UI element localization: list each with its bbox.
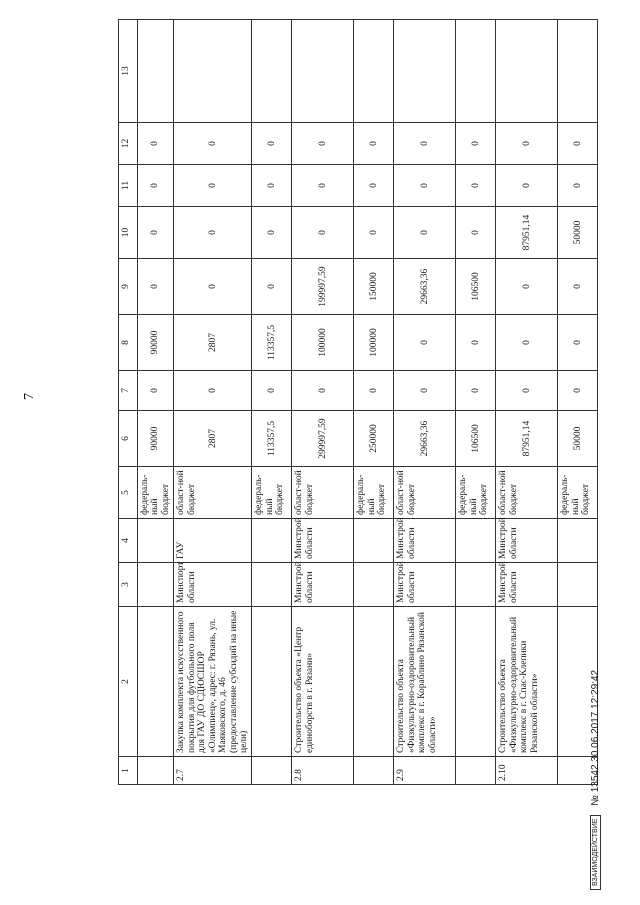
table-cell-col-10: 0 <box>174 207 252 259</box>
table-cell-col-8: 100000 <box>292 315 354 371</box>
table-cell-col-3 <box>456 563 496 607</box>
table-cell-col-1: 2.8 <box>292 757 354 785</box>
table-cell-col-5: област-ной бюджет <box>394 467 456 519</box>
table-cell-col-6: 90000 <box>138 411 174 467</box>
table-cell-col-11: 0 <box>292 165 354 207</box>
table-cell-col-12: 0 <box>394 123 456 165</box>
table-cell-col-1: 2.7 <box>174 757 252 785</box>
table-cell-col-8: 90000 <box>138 315 174 371</box>
table-row <box>252 20 292 785</box>
table-cell-col-11: 0 <box>394 165 456 207</box>
column-header-13: 13 <box>119 20 138 123</box>
table-cell-col-2: Строительство объекта «Физкультурно-оздоровительный комплекс в г. Спас-Клепики Рязанской области» <box>496 607 558 757</box>
table-cell-col-9: 0 <box>252 259 292 315</box>
table-cell-col-8: 0 <box>558 315 598 371</box>
table-cell-col-2 <box>252 607 292 757</box>
table-cell-col-13 <box>138 20 174 123</box>
table-row <box>496 20 558 785</box>
table-cell-col-4 <box>558 519 598 563</box>
table-cell-col-11: 0 <box>174 165 252 207</box>
table-cell-col-10: 0 <box>354 207 394 259</box>
rotated-table-container <box>118 20 592 785</box>
table-cell-col-11: 0 <box>354 165 394 207</box>
table-cell-col-2: Закупка комплекта искусственного покрытия для футбольного поля для ГАУ ДО СДЮСШОР «Олимпиец», адрес: г. Рязань, ул. Маяковского, д. 46 (предоставление субсидий на иные цели) <box>174 607 252 757</box>
table-cell-col-5: федераль-ный бюджет <box>558 467 598 519</box>
table-cell-col-10: 0 <box>138 207 174 259</box>
table-cell-col-13 <box>252 20 292 123</box>
column-header-6: 6 <box>119 411 138 467</box>
footer <box>590 670 601 890</box>
table-cell-col-1 <box>138 757 174 785</box>
table-cell-col-8: 113357,5 <box>252 315 292 371</box>
table-cell-col-6: 87951,14 <box>496 411 558 467</box>
table-row <box>354 20 394 785</box>
table-body <box>138 20 598 785</box>
table-cell-col-9: 0 <box>138 259 174 315</box>
table-cell-col-7: 0 <box>174 371 252 411</box>
table-row <box>456 20 496 785</box>
table-cell-col-9: 150000 <box>354 259 394 315</box>
table-cell-col-6: 113357,5 <box>252 411 292 467</box>
table-cell-col-5: федераль-ный бюджет <box>252 467 292 519</box>
page-number: 7 <box>22 393 37 400</box>
table-cell-col-3 <box>252 563 292 607</box>
column-header-7: 7 <box>119 371 138 411</box>
table-cell-col-7: 0 <box>354 371 394 411</box>
table-cell-col-1 <box>456 757 496 785</box>
table-cell-col-13 <box>174 20 252 123</box>
table-cell-col-8: 2807 <box>174 315 252 371</box>
table-cell-col-6: 299997,59 <box>292 411 354 467</box>
table-cell-col-8: 100000 <box>354 315 394 371</box>
column-header-3: 3 <box>119 563 138 607</box>
table-cell-col-4 <box>354 519 394 563</box>
table-cell-col-5: област-ной бюджет <box>292 467 354 519</box>
table-cell-col-5: федераль-ный бюджет <box>138 467 174 519</box>
table-cell-col-4: Минстрой области <box>394 519 456 563</box>
table-cell-col-13 <box>558 20 598 123</box>
table-cell-col-7: 0 <box>252 371 292 411</box>
table-row <box>138 20 174 785</box>
table-cell-col-8: 0 <box>496 315 558 371</box>
table-cell-col-11: 0 <box>138 165 174 207</box>
table-cell-col-13 <box>354 20 394 123</box>
table-cell-col-3 <box>138 563 174 607</box>
table-cell-col-12: 0 <box>252 123 292 165</box>
table-cell-col-4 <box>138 519 174 563</box>
table-cell-col-9: 199997,59 <box>292 259 354 315</box>
table-cell-col-3: Минстрой области <box>394 563 456 607</box>
table-cell-col-6: 106500 <box>456 411 496 467</box>
table-cell-col-1 <box>252 757 292 785</box>
column-header-2: 2 <box>119 607 138 757</box>
table-cell-col-12: 0 <box>354 123 394 165</box>
table-cell-col-7: 0 <box>456 371 496 411</box>
table-cell-col-3 <box>354 563 394 607</box>
table-cell-col-13 <box>496 20 558 123</box>
document-info: № 13542 30.06.2017 12:29:42 <box>590 669 602 806</box>
table-cell-col-1: 2.9 <box>394 757 456 785</box>
table-cell-col-9: 0 <box>558 259 598 315</box>
table-cell-col-4: Минстрой области <box>496 519 558 563</box>
table-cell-col-3: Минспорт области <box>174 563 252 607</box>
table-cell-col-7: 0 <box>292 371 354 411</box>
table-cell-col-10: 0 <box>292 207 354 259</box>
table-cell-col-6: 29663,36 <box>394 411 456 467</box>
table-cell-col-7: 0 <box>138 371 174 411</box>
table-cell-col-4 <box>456 519 496 563</box>
table-cell-col-6: 250000 <box>354 411 394 467</box>
table-cell-col-2 <box>354 607 394 757</box>
table-cell-col-5: федераль-ный бюджет <box>354 467 394 519</box>
table-cell-col-11: 0 <box>252 165 292 207</box>
table-cell-col-7: 0 <box>496 371 558 411</box>
table-cell-col-5: федераль-ный бюджет <box>456 467 496 519</box>
table-cell-col-10: 0 <box>252 207 292 259</box>
table-cell-col-6: 2807 <box>174 411 252 467</box>
table-cell-col-1: 2.10 <box>496 757 558 785</box>
column-header-12: 12 <box>119 123 138 165</box>
table-cell-col-12: 0 <box>496 123 558 165</box>
table-cell-col-9: 106500 <box>456 259 496 315</box>
header-row <box>119 20 138 785</box>
table-cell-col-2 <box>456 607 496 757</box>
table-cell-col-1 <box>354 757 394 785</box>
table-row <box>174 20 252 785</box>
table-cell-col-11: 0 <box>558 165 598 207</box>
table-cell-col-7: 0 <box>394 371 456 411</box>
table-row <box>394 20 456 785</box>
table-cell-col-9: 0 <box>496 259 558 315</box>
table-cell-col-12: 0 <box>558 123 598 165</box>
table-cell-col-3: Минстрой области <box>496 563 558 607</box>
table-cell-col-6: 50000 <box>558 411 598 467</box>
table-cell-col-8: 0 <box>456 315 496 371</box>
table-cell-col-9: 29663,36 <box>394 259 456 315</box>
table-cell-col-12: 0 <box>138 123 174 165</box>
table-cell-col-7: 0 <box>558 371 598 411</box>
table-cell-col-4: Минстрой области <box>292 519 354 563</box>
table-cell-col-10: 87951,14 <box>496 207 558 259</box>
table-cell-col-5: област-ной бюджет <box>496 467 558 519</box>
column-header-4: 4 <box>119 519 138 563</box>
table-cell-col-11: 0 <box>456 165 496 207</box>
budget-table <box>118 19 598 785</box>
table-cell-col-10: 50000 <box>558 207 598 259</box>
table-cell-col-10: 0 <box>456 207 496 259</box>
column-header-9: 9 <box>119 259 138 315</box>
table-cell-col-5: област-ной бюджет <box>174 467 252 519</box>
table-cell-col-11: 0 <box>496 165 558 207</box>
table-cell-col-13 <box>292 20 354 123</box>
column-header-11: 11 <box>119 165 138 207</box>
table-cell-col-2: Строительство объекта «Физкультурно-оздоровительный комплекс в г. Кораблино Рязанской области» <box>394 607 456 757</box>
table-cell-col-9: 0 <box>174 259 252 315</box>
column-header-10: 10 <box>119 207 138 259</box>
table-cell-col-2 <box>138 607 174 757</box>
table-cell-col-12: 0 <box>292 123 354 165</box>
table-cell-col-3 <box>558 563 598 607</box>
column-header-1: 1 <box>119 757 138 785</box>
table-cell-col-12: 0 <box>174 123 252 165</box>
stamp-logo: ВЗАИМОДЕЙСТВИЕ <box>590 815 601 890</box>
table-cell-col-2: Строительство объекта «Центр единоборств в г. Рязани» <box>292 607 354 757</box>
table-cell-col-13 <box>394 20 456 123</box>
table-cell-col-3: Минстрой области <box>292 563 354 607</box>
table-cell-col-4 <box>252 519 292 563</box>
table-cell-col-12: 0 <box>456 123 496 165</box>
table-cell-col-10: 0 <box>394 207 456 259</box>
column-header-8: 8 <box>119 315 138 371</box>
table-cell-col-4: ГАУ <box>174 519 252 563</box>
table-cell-col-13 <box>456 20 496 123</box>
table-cell-col-8: 0 <box>394 315 456 371</box>
table-row <box>292 20 354 785</box>
column-header-5: 5 <box>119 467 138 519</box>
